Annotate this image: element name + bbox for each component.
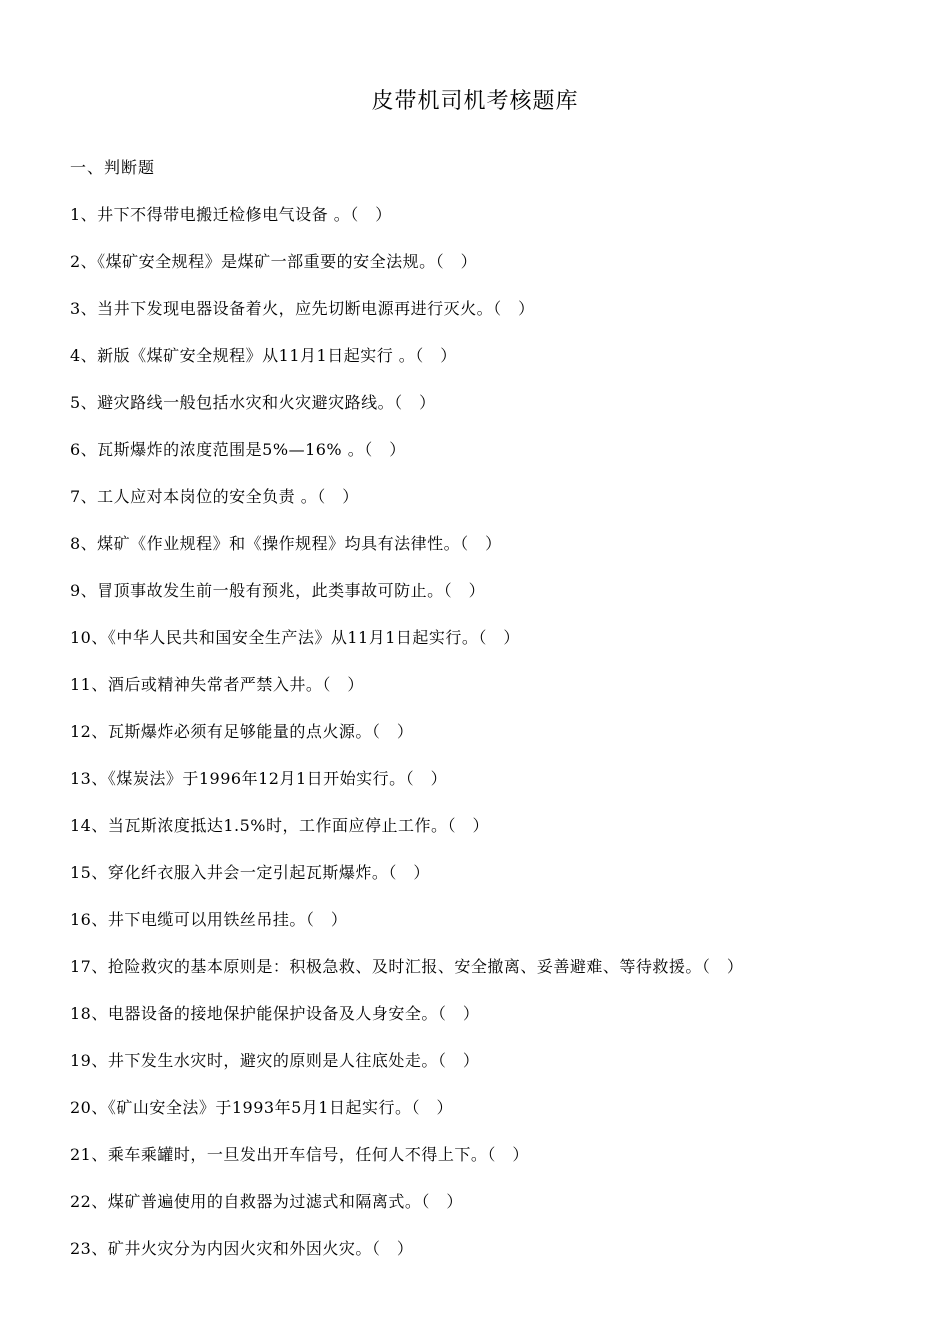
question-item: 19、井下发生水灾时，避灾的原则是人往底处走。（ ）	[70, 1051, 480, 1070]
question-item: 3、当井下发现电器设备着火，应先切断电源再进行灭火。（ ）	[70, 299, 535, 318]
question-item: 9、冒顶事故发生前一般有预兆，此类事故可防止。（ ）	[70, 581, 486, 600]
question-item: 10、《中华人民共和国安全生产法》从11月1日起实行。（ ）	[70, 628, 520, 647]
question-item: 22、煤矿普遍使用的自救器为过滤式和隔离式。（ ）	[70, 1192, 463, 1211]
page-title: 皮带机司机考核题库	[371, 89, 579, 114]
question-item: 1、井下不得带电搬迁检修电气设备 。（ ）	[70, 205, 392, 224]
question-item: 8、煤矿《作业规程》和《操作规程》均具有法律性。（ ）	[70, 534, 502, 553]
question-item: 4、新版《煤矿安全规程》从11月1日起实行 。（ ）	[70, 346, 457, 365]
question-item: 13、《煤炭法》于1996年12月1日开始实行。（ ）	[70, 769, 448, 788]
question-item: 17、抢险救灾的基本原则是：积极急救、及时汇报、安全撤离、妥善避难、等待救援。（ ）	[70, 957, 744, 976]
section-heading: 一、判断题	[70, 158, 156, 177]
question-item: 7、工人应对本岗位的安全负责 。（ ）	[70, 487, 359, 506]
question-item: 14、当瓦斯浓度抵达1.5%时，工作面应停止工作。（ ）	[70, 816, 490, 835]
question-item: 12、瓦斯爆炸必须有足够能量的点火源。（ ）	[70, 722, 414, 741]
question-item: 15、穿化纤衣服入井会一定引起瓦斯爆炸。（ ）	[70, 863, 430, 882]
question-item: 6、瓦斯爆炸的浓度范围是5%—16% 。（ ）	[70, 440, 406, 459]
question-item: 11、酒后或精神失常者严禁入井。（ ）	[70, 675, 364, 694]
question-item: 16、井下电缆可以用铁丝吊挂。（ ）	[70, 910, 348, 929]
question-item: 5、避灾路线一般包括水灾和火灾避灾路线。（ ）	[70, 393, 436, 412]
question-item: 2、《煤矿安全规程》是煤矿一部重要的安全法规。（ ）	[70, 252, 478, 271]
question-item: 21、乘车乘罐时，一旦发出开车信号，任何人不得上下。（ ）	[70, 1145, 529, 1164]
question-item: 18、电器设备的接地保护能保护设备及人身安全。（ ）	[70, 1004, 480, 1023]
question-item: 20、《矿山安全法》于1993年5月1日起实行。（ ）	[70, 1098, 453, 1117]
question-item: 23、矿井火灾分为内因火灾和外因火灾。（ ）	[70, 1239, 414, 1258]
